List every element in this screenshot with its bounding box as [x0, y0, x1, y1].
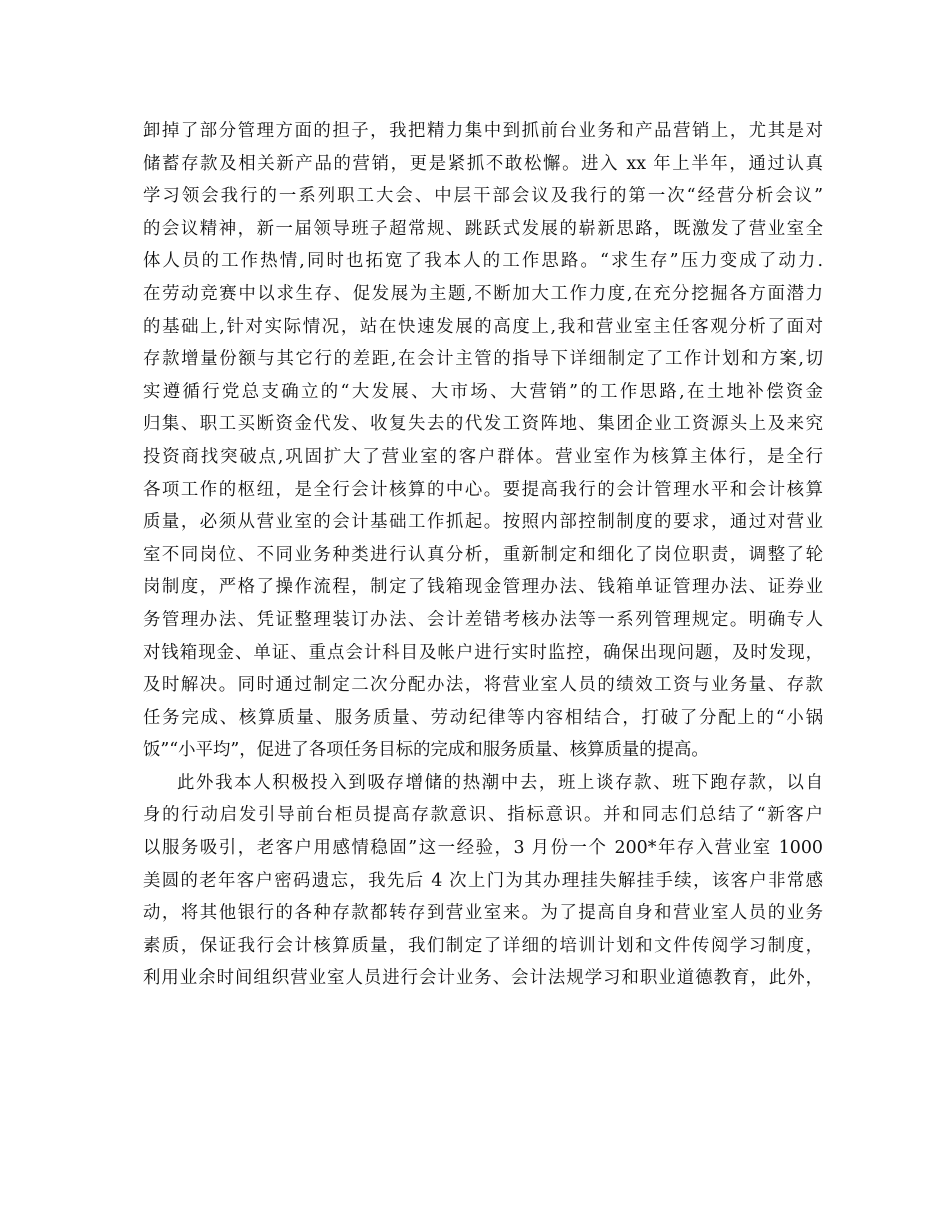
text-line: 存款增量份额与其它行的差距,在会计主管的指导下详细制定了工作计划和方案,切: [143, 349, 823, 370]
text-line: 及时解决。同时通过制定二次分配办法，将营业室人员的绩效工资与业务量、存款: [143, 675, 823, 696]
text-line: 动，将其他银行的各种存款都转存到营业室来。为了提高自身和营业室人员的业务: [143, 903, 823, 924]
text-line: 任务完成、核算质量、服务质量、劳动纪律等内容相结合，打破了分配上的“小锅: [143, 707, 823, 728]
text-line: 利用业余时间组织营业室人员进行会计业务、会计法规学习和职业道德教育，此外，: [143, 968, 823, 989]
text-line: 投资商找突破点,巩固扩大了营业室的客户群体。营业室作为核算主体行，是全行: [143, 446, 823, 467]
text-line: 质量，必须从营业室的会计基础工作抓起。按照内部控制制度的要求，通过对营业: [143, 512, 823, 533]
text-line: 学习领会我行的一系列职工大会、中层干部会议及我行的第一次“经营分析会议”: [143, 186, 823, 207]
text-line: 的会议精神，新一届领导班子超常规、跳跃式发展的崭新思路，既激发了营业室全: [143, 218, 823, 239]
paragraph-1: [143, 115, 823, 767]
paragraph-2: [143, 767, 823, 995]
text-line: 卸掉了部分管理方面的担子，我把精力集中到抓前台业务和产品营销上，尤其是对: [143, 121, 823, 141]
text-line: 实遵循行党总支确立的“大发展、大市场、大营销”的工作思路,在土地补偿资金: [143, 381, 823, 402]
text-line: 储蓄存款及相关新产品的营销，更是紧抓不敢松懈。进入 xx 年上半年，通过认真: [143, 153, 823, 174]
text-line: 在劳动竞赛中以求生存、促发展为主题,不断加大工作力度,在充分挖掘各方面潜力: [143, 283, 823, 304]
text-line: 岗制度，严格了操作流程，制定了钱箱现金管理办法、钱箱单证管理办法、证券业: [143, 577, 823, 598]
text-line: 的基础上,针对实际情况，站在快速发展的高度上,我和营业室主任客观分析了面对: [143, 316, 823, 337]
text-line: 务管理办法、凭证整理装订办法、会计差错考核办法等一系列管理规定。明确专人: [143, 609, 823, 630]
text-line: 身的行动启发引导前台柜员提高存款意识、指标意识。并和同志们总结了“新客户: [143, 805, 823, 826]
document-body: [143, 115, 823, 995]
text-line: 归集、职工买断资金代发、收复失去的代发工资阵地、集团企业工资源头上及来究: [143, 414, 823, 435]
text-line: 各项工作的枢纽，是全行会计核算的中心。要提高我行的会计管理水平和会计核算: [143, 479, 823, 500]
text-line: 室不同岗位、不同业务种类进行认真分析，重新制定和细化了岗位职责，调整了轮: [143, 544, 823, 565]
text-line: 以服务吸引，老客户用感情稳固”这一经验，3 月份一个 200*年存入营业室 1000: [143, 838, 823, 859]
text-line: 素质，保证我行会计核算质量，我们制定了详细的培训计划和文件传阅学习制度，: [143, 935, 823, 956]
text-line: 体人员的工作热情,同时也拓宽了我本人的工作思路。“求生存”压力变成了动力.: [143, 251, 823, 272]
text-line: 美圆的老年客户密码遗忘，我先后 4 次上门为其办理挂失解挂手续，该客户非常感: [143, 870, 823, 891]
text-line: 此外我本人积极投入到吸存增储的热潮中去，班上谈存款、班下跑存款，以自: [177, 772, 823, 793]
text-line: 饭”“小平均”，促进了各项任务目标的完成和服务质量、核算质量的提高。: [143, 740, 709, 761]
text-line: 对钱箱现金、单证、重点会计科目及帐户进行实时监控，确保出现问题，及时发现，: [143, 642, 823, 663]
